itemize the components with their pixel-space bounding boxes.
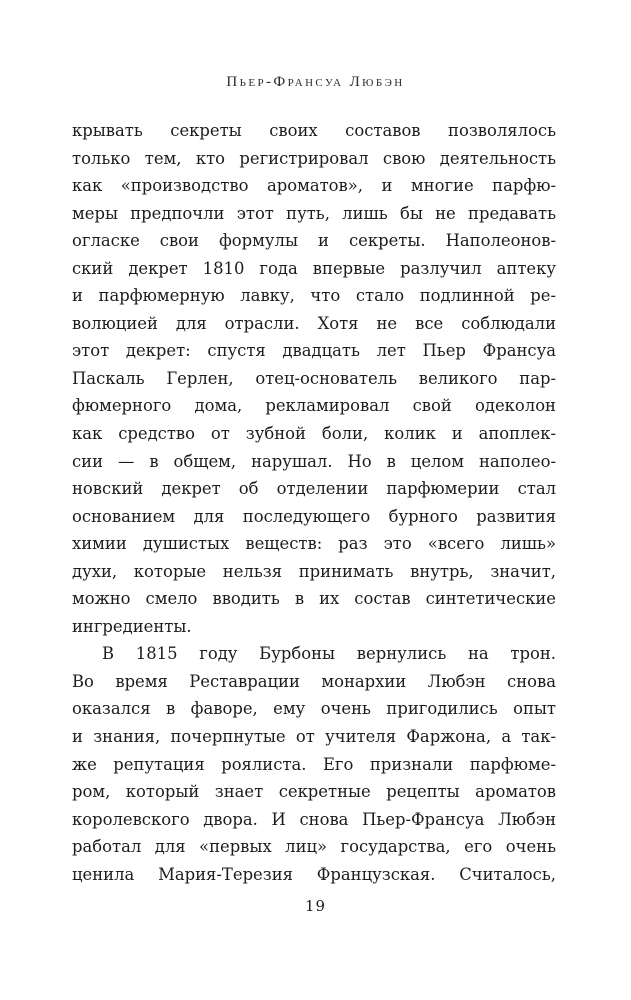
- text-line: ский декрет 1810 года впервые разлучил аптеку: [72, 258, 556, 278]
- text-line: новский декрет об отделении парфюмерии стал: [72, 479, 556, 499]
- text-line: волюцией для отрасли. Хотя не все соблюдали: [72, 313, 556, 333]
- text-line: крывать секреты своих составов позволялось: [72, 121, 556, 140]
- running-head: Пьер-Франсуа Любэн: [226, 74, 405, 90]
- text-line: как средство от зубной боли, колик и апоплек-: [72, 424, 556, 444]
- text-line: огласке свои формулы и секреты. Наполеонов-: [72, 231, 556, 251]
- text-line: Паскаль Герлен, отец-основатель великого пар-: [72, 368, 556, 388]
- paragraph-1: [72, 117, 556, 640]
- text-line: только тем, кто регистрировал свою деятельность: [72, 148, 556, 168]
- text-line: меры предпочли этот путь, лишь бы не предавать: [72, 203, 556, 223]
- text-line: и знания, почерпнутые от учителя Фаржона, а так-: [72, 727, 556, 747]
- text-line: же репутация роялиста. Его признали парфюме-: [72, 754, 556, 774]
- text-line: химии душистых веществ: раз это «всего лишь»: [72, 534, 556, 554]
- text-line: ром, который знает секретные рецепты ароматов: [72, 782, 556, 802]
- body-text: [72, 117, 556, 888]
- text-line: королевского двора. И снова Пьер-Франсуа Любэн: [72, 809, 556, 829]
- text-line: как «производство ароматов», и многие парфю-: [72, 176, 556, 196]
- text-line: работал для «первых лиц» государства, его очень: [72, 837, 556, 857]
- text-line: ценила Мария-Терезия Французская. Считалось,: [72, 864, 556, 884]
- text-line: и парфюмерную лавку, что стало подлинной ре-: [72, 286, 556, 306]
- text-line: В 1815 году Бурбоны вернулись на трон.: [102, 644, 556, 664]
- text-line: этот декрет: спустя двадцать лет Пьер Франсуа: [72, 341, 556, 361]
- text-line: сии — в общем, нарушал. Но в целом наполео-: [72, 451, 556, 471]
- text-line: можно смело вводить в их состав синтетические: [72, 589, 556, 609]
- paragraph-2: [72, 640, 556, 888]
- text-line: основанием для последующего бурного развития: [72, 506, 556, 526]
- text-line: Во время Реставрации монархии Любэн снова: [72, 671, 556, 691]
- text-line: ингредиенты.: [72, 616, 192, 636]
- text-line: фюмерного дома, рекламировал свой одеколон: [72, 396, 556, 416]
- page-number: 19: [304, 897, 327, 915]
- text-line: духи, которые нельзя принимать внутрь, значит,: [72, 561, 556, 581]
- text-line: оказался в фаворе, ему очень пригодились опыт: [72, 699, 556, 719]
